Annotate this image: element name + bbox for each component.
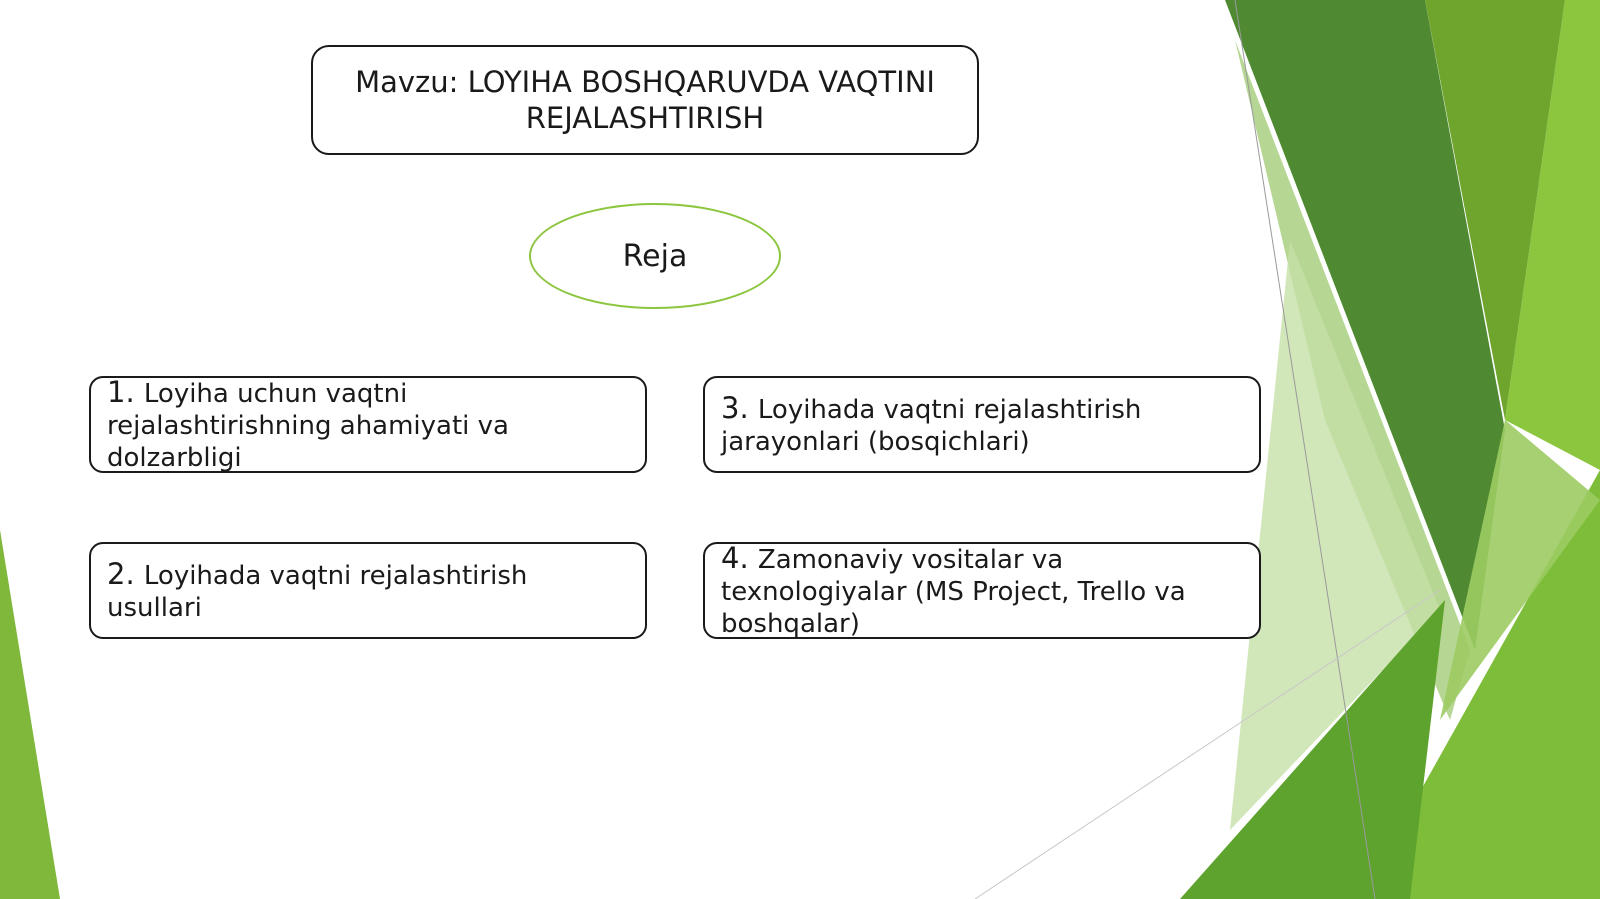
plan-label: Reja xyxy=(622,238,688,274)
plan-item-text: Loyihada vaqtni rejalashtirish usullari xyxy=(107,560,528,623)
plan-item-2 xyxy=(89,542,647,639)
plan-item-4 xyxy=(703,542,1261,639)
plan-item-number: 3. xyxy=(721,390,758,425)
plan-ellipse xyxy=(529,203,781,309)
plan-item-number: 4. xyxy=(721,540,758,575)
title-box xyxy=(311,45,979,155)
plan-item-3 xyxy=(703,376,1261,473)
plan-item-text: Loyihada vaqtni rejalashtirish jarayonlari (bosqichlari) xyxy=(721,394,1142,457)
plan-item-text: Zamonaviy vositalar va texnologiyalar (MS Project, Trello va boshqalar) xyxy=(721,544,1186,639)
plan-item-text: Loyiha uchun vaqtni rejalashtirishning ahamiyati va dolzarbligi xyxy=(107,378,509,473)
plan-item-number: 1. xyxy=(107,374,144,409)
plan-item-1 xyxy=(89,376,647,473)
plan-item-number: 2. xyxy=(107,556,144,591)
left-green-shape xyxy=(0,530,60,899)
page-title: Mavzu: LOYIHA BOSHQARUVDA VAQTINI REJALASHTIRISH xyxy=(355,65,935,135)
